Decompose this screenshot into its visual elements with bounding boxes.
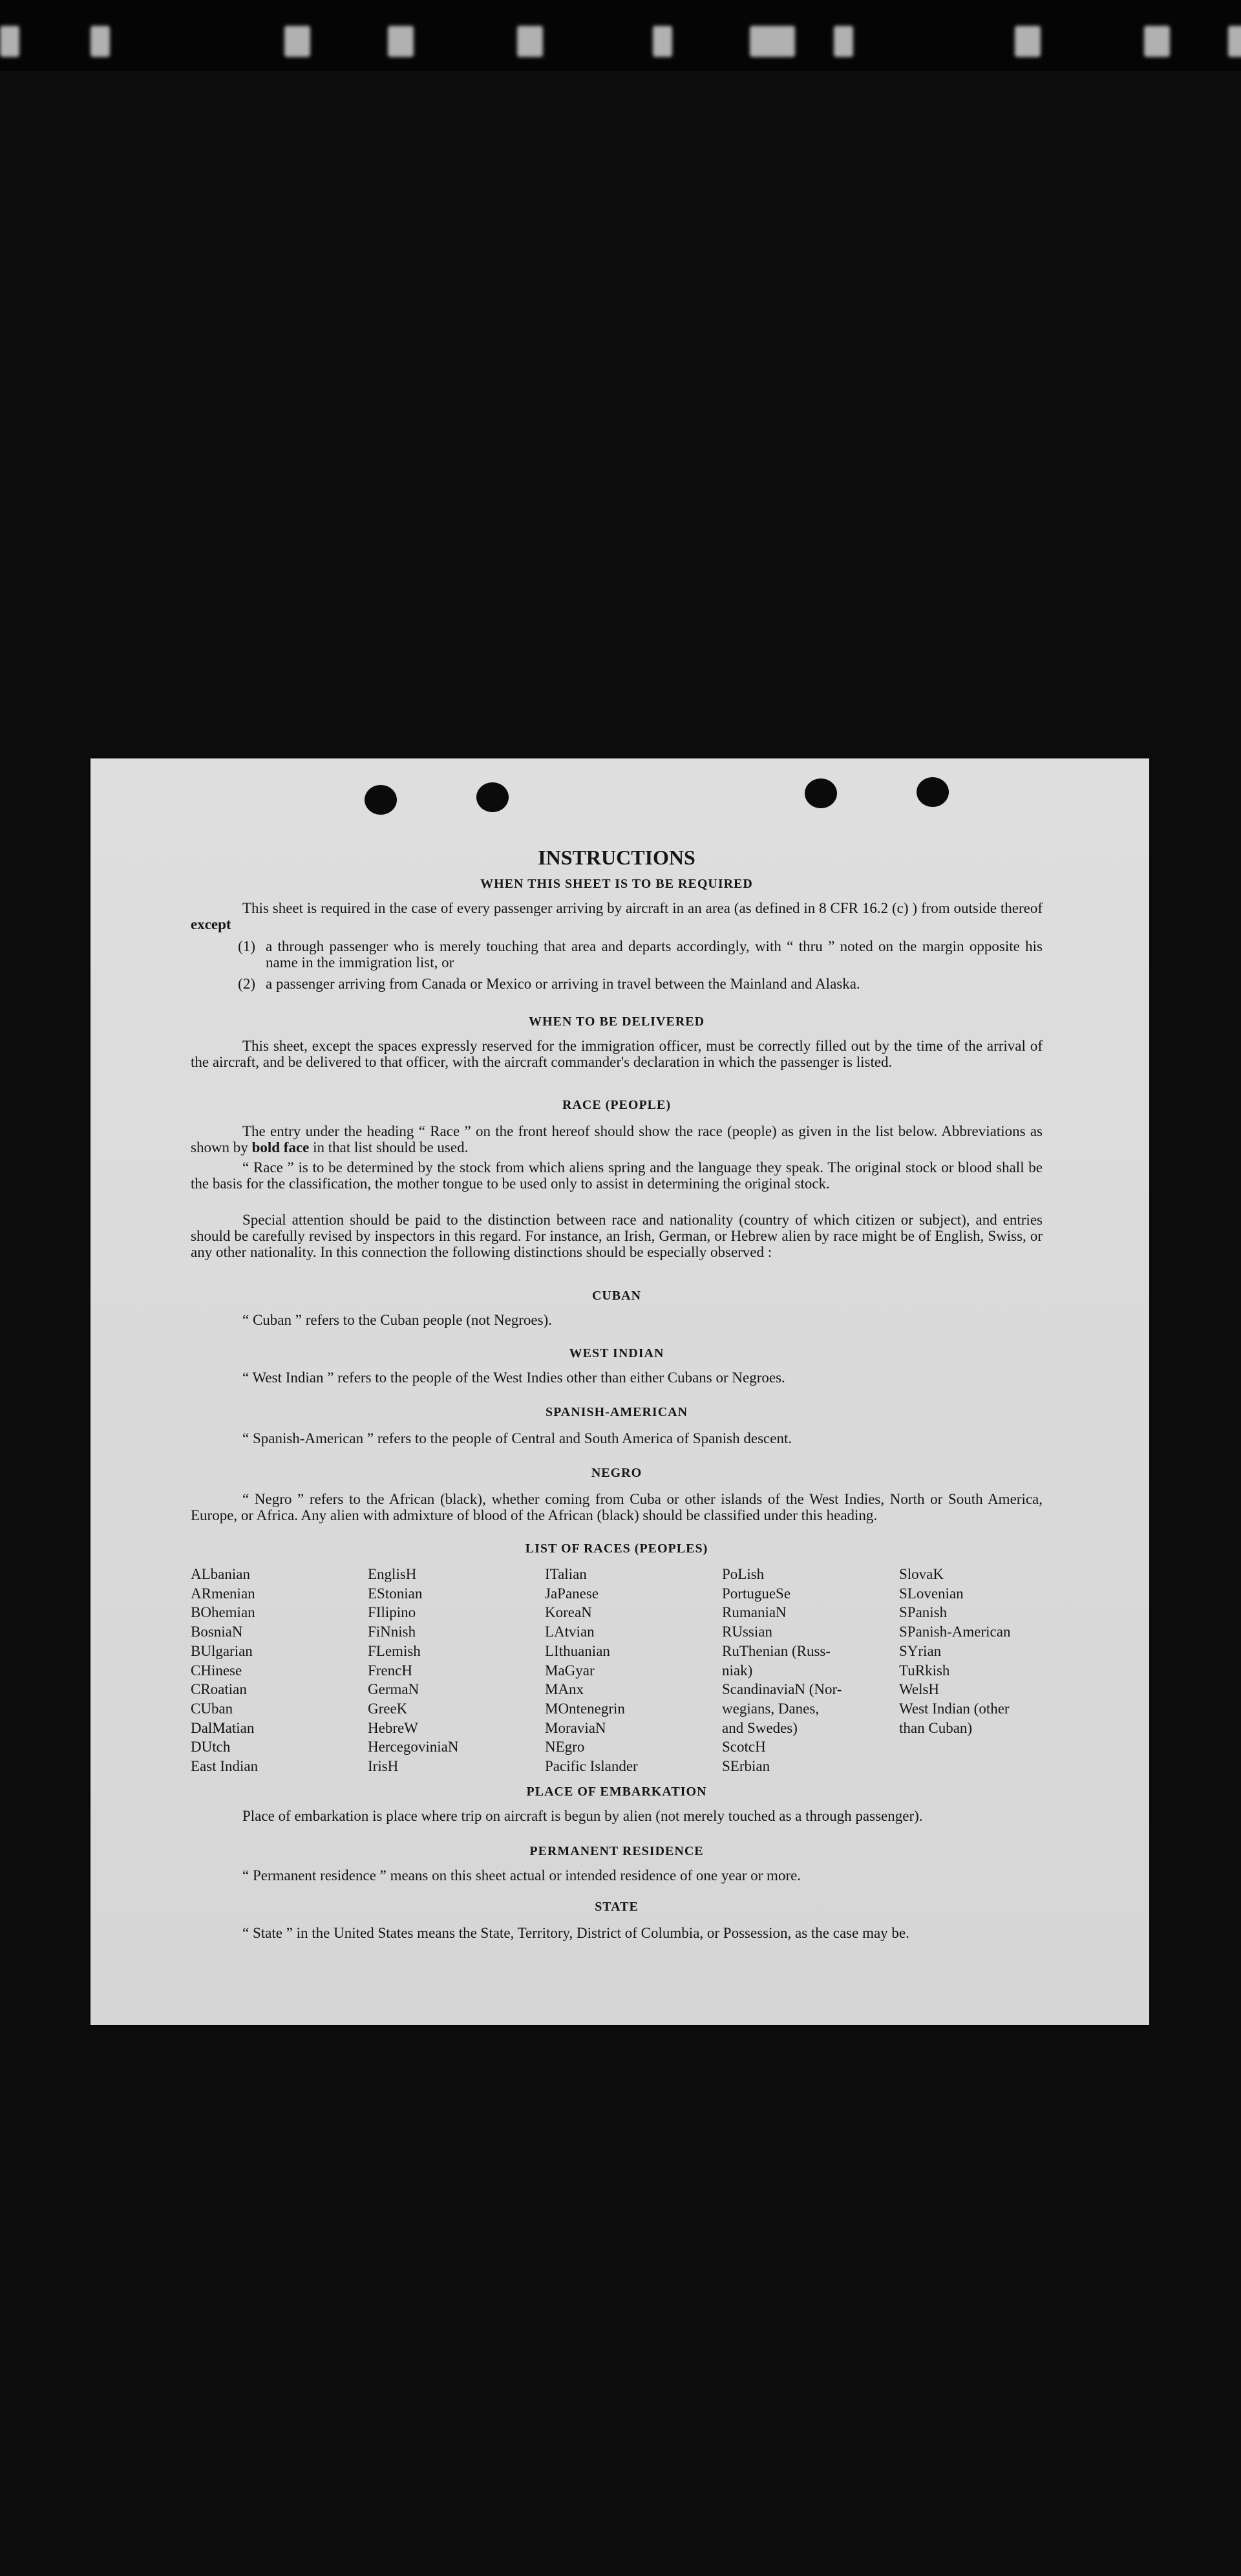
race-entry: ScotcH (722, 1739, 766, 1755)
race-entry: ALbanian (191, 1566, 250, 1582)
race-entry: RuThenian (Russ- (722, 1642, 831, 1659)
punch-hole (365, 785, 397, 815)
negro-text: “ Negro ” refers to the African (black), whether coming from Cuba or other islands of the West Indies, North or South America, Europe, or Africa. Any alien with admixture of blood of the African (black) should be classified under this heading. (191, 1491, 1043, 1523)
race-entry: EnglisH (368, 1566, 417, 1582)
race-entry: KoreaN (545, 1604, 592, 1621)
punch-hole (476, 782, 509, 812)
race-entry: MOntenegrin (545, 1700, 625, 1717)
race-entry: SPanish (899, 1604, 948, 1621)
race-entry: SYrian (899, 1642, 942, 1659)
film-mark (388, 26, 414, 57)
race-entry: West Indian (other (899, 1700, 1010, 1717)
race-entry-continued: wegians, Danes, (722, 1700, 820, 1717)
required-item-2 (191, 976, 1043, 992)
race-entry: PoLish (722, 1566, 765, 1582)
race-p1-text: The entry under the heading “ Race ” on the front hereof should show the race (people) as given in the list below. Abbreviations as shown by (191, 1123, 1043, 1155)
race-paragraph-3: Special attention should be paid to the distinction between race and nationality (country of which citizen or subject), and entries should be carefully revised by inspectors in this regard. For instance, an Irish, German, or Hebrew alien by race might be of English, Swiss, or any other nationality. In this connection the following distinctions should be especially observed : (191, 1212, 1043, 1260)
punch-hole (917, 777, 949, 807)
required-intro-text: This sheet is required in the case of every passenger arriving by aircraft in an area (as defined in 8 CFR 16.2 (c) ) from outside thereof (242, 900, 1043, 916)
film-mark (1015, 26, 1041, 57)
races-column-3 (545, 1565, 722, 1776)
race-entry: FLemish (368, 1642, 421, 1659)
film-mark (750, 26, 795, 57)
film-edge-band (0, 0, 1241, 71)
race-entry: Pacific Islander (545, 1758, 638, 1775)
heading-cuban: CUBAN (591, 1289, 642, 1303)
races-column-5 (899, 1565, 1076, 1776)
film-mark (0, 26, 19, 57)
race-entry: BosniaN (191, 1624, 243, 1640)
item-text: a passenger arriving from Canada or Mexico or arriving in travel between the Mainland and Alaska. (266, 976, 860, 992)
state-text: “ State ” in the United States means the State, Territory, District of Columbia, or Possession, as the case may be. (242, 1925, 909, 1941)
race-entry: JaPanese (545, 1585, 599, 1602)
page-title: INSTRUCTIONS (538, 846, 695, 869)
heading-required: WHEN THIS SHEET IS TO BE REQUIRED (480, 877, 753, 891)
film-mark (284, 26, 310, 57)
race-entry: CRoatian (191, 1681, 247, 1698)
race-entry: BUlgarian (191, 1642, 253, 1659)
west-indian-text: “ West Indian ” refers to the people of the West Indies other than either Cubans or Negroes. (242, 1369, 785, 1386)
race-entry: SErbian (722, 1758, 770, 1775)
race-entry: LAtvian (545, 1624, 595, 1640)
race-p1-text-end: in that list should be used. (313, 1139, 469, 1155)
permanent-residence-text: “ Permanent residence ” means on this sheet actual or intended residence of one year or more. (242, 1867, 801, 1884)
race-entry: EStonian (368, 1585, 423, 1602)
race-entry: ITalian (545, 1566, 587, 1582)
race-paragraph-1 (191, 1123, 1043, 1155)
race-entry: IrisH (368, 1758, 399, 1775)
heading-state: STATE (595, 1900, 639, 1914)
delivered-text: This sheet, except the spaces expressly reserved for the immigration officer, must be correctly filled out by the time of the arrival of the aircraft, and be delivered to that officer, with the aircraft commander's declaration in which the passenger is listed. (191, 1038, 1043, 1070)
heading-race: RACE (PEOPLE) (562, 1098, 671, 1112)
race-entry: HebreW (368, 1719, 418, 1736)
race-entry: East Indian (191, 1758, 259, 1775)
item-number: (1) (238, 938, 255, 954)
race-entry-continued: niak) (722, 1662, 753, 1679)
race-entry: GreeK (368, 1700, 408, 1717)
race-entry: SLovenian (899, 1585, 964, 1602)
race-entry: HercegoviniaN (368, 1739, 459, 1755)
film-mark (653, 26, 672, 57)
race-entry: DUtch (191, 1739, 231, 1755)
race-entry: ScandinaviaN (Nor- (722, 1681, 842, 1698)
race-entry: FiNnish (368, 1624, 416, 1640)
race-entry: WelsH (899, 1681, 940, 1698)
race-entry: SPanish-American (899, 1624, 1011, 1640)
race-entry: CHinese (191, 1662, 242, 1679)
cuban-text: “ Cuban ” refers to the Cuban people (not Negroes). (242, 1312, 553, 1328)
required-intro (191, 900, 1043, 932)
film-mark (517, 26, 543, 57)
race-paragraph-2: “ Race ” is to be determined by the stock from which aliens spring and the language they speak. The original stock or blood shall be the basis for the classification, the mother tongue to be used only to assist in determining the original stock. (191, 1159, 1043, 1192)
required-item-1 (191, 938, 1043, 971)
race-entry: TuRkish (899, 1662, 950, 1679)
heading-delivered: WHEN TO BE DELIVERED (528, 1014, 705, 1029)
heading-permanent-residence: PERMANENT RESIDENCE (529, 1844, 704, 1858)
heading-negro: NEGRO (591, 1466, 642, 1480)
races-column-2 (368, 1565, 545, 1776)
race-entry: PortugueSe (722, 1585, 791, 1602)
heading-spanish-american: SPANISH-AMERICAN (545, 1405, 688, 1419)
heading-list-of-races: LIST OF RACES (PEOPLES) (525, 1541, 708, 1556)
film-mark (834, 26, 853, 57)
race-entry: MoraviaN (545, 1719, 606, 1736)
race-entry: FrencH (368, 1662, 412, 1679)
heading-west-indian: WEST INDIAN (569, 1346, 664, 1360)
film-mark (1144, 26, 1170, 57)
race-entry: BOhemian (191, 1604, 255, 1621)
item-text: a through passenger who is merely touching that area and departs accordingly, with “ thru ” noted on the margin opposite his name in the immigration list, or (266, 938, 1043, 971)
race-entry: LIthuanian (545, 1642, 610, 1659)
race-entry: CUban (191, 1700, 233, 1717)
race-entry: RumaniaN (722, 1604, 787, 1621)
race-entry: FIlipino (368, 1604, 416, 1621)
races-column-4 (722, 1565, 899, 1776)
race-entry: MaGyar (545, 1662, 595, 1679)
race-p1-bold: bold face (251, 1139, 310, 1155)
races-list (191, 1565, 1057, 1776)
race-entry: NEgro (545, 1739, 585, 1755)
race-entry: MAnx (545, 1681, 584, 1698)
race-entry: GermaN (368, 1681, 419, 1698)
race-entry-continued: than Cuban) (899, 1719, 973, 1736)
heading-embarkation: PLACE OF EMBARKATION (526, 1785, 707, 1799)
race-entry-continued: and Swedes) (722, 1719, 798, 1736)
race-entry: DalMatian (191, 1719, 255, 1736)
film-mark (90, 26, 110, 57)
races-column-1 (191, 1565, 368, 1776)
item-number: (2) (238, 976, 255, 992)
punch-hole (805, 778, 837, 808)
required-except: except (191, 916, 231, 932)
embarkation-text: Place of embarkation is place where trip on aircraft is begun by alien (not merely touched as a through passenger). (242, 1808, 923, 1824)
race-entry: SlovaK (899, 1566, 944, 1582)
race-entry: RUssian (722, 1624, 772, 1640)
spanish-american-text: “ Spanish-American ” refers to the people of Central and South America of Spanish descent. (242, 1430, 792, 1446)
race-entry: ARmenian (191, 1585, 255, 1602)
film-mark (1228, 26, 1241, 57)
